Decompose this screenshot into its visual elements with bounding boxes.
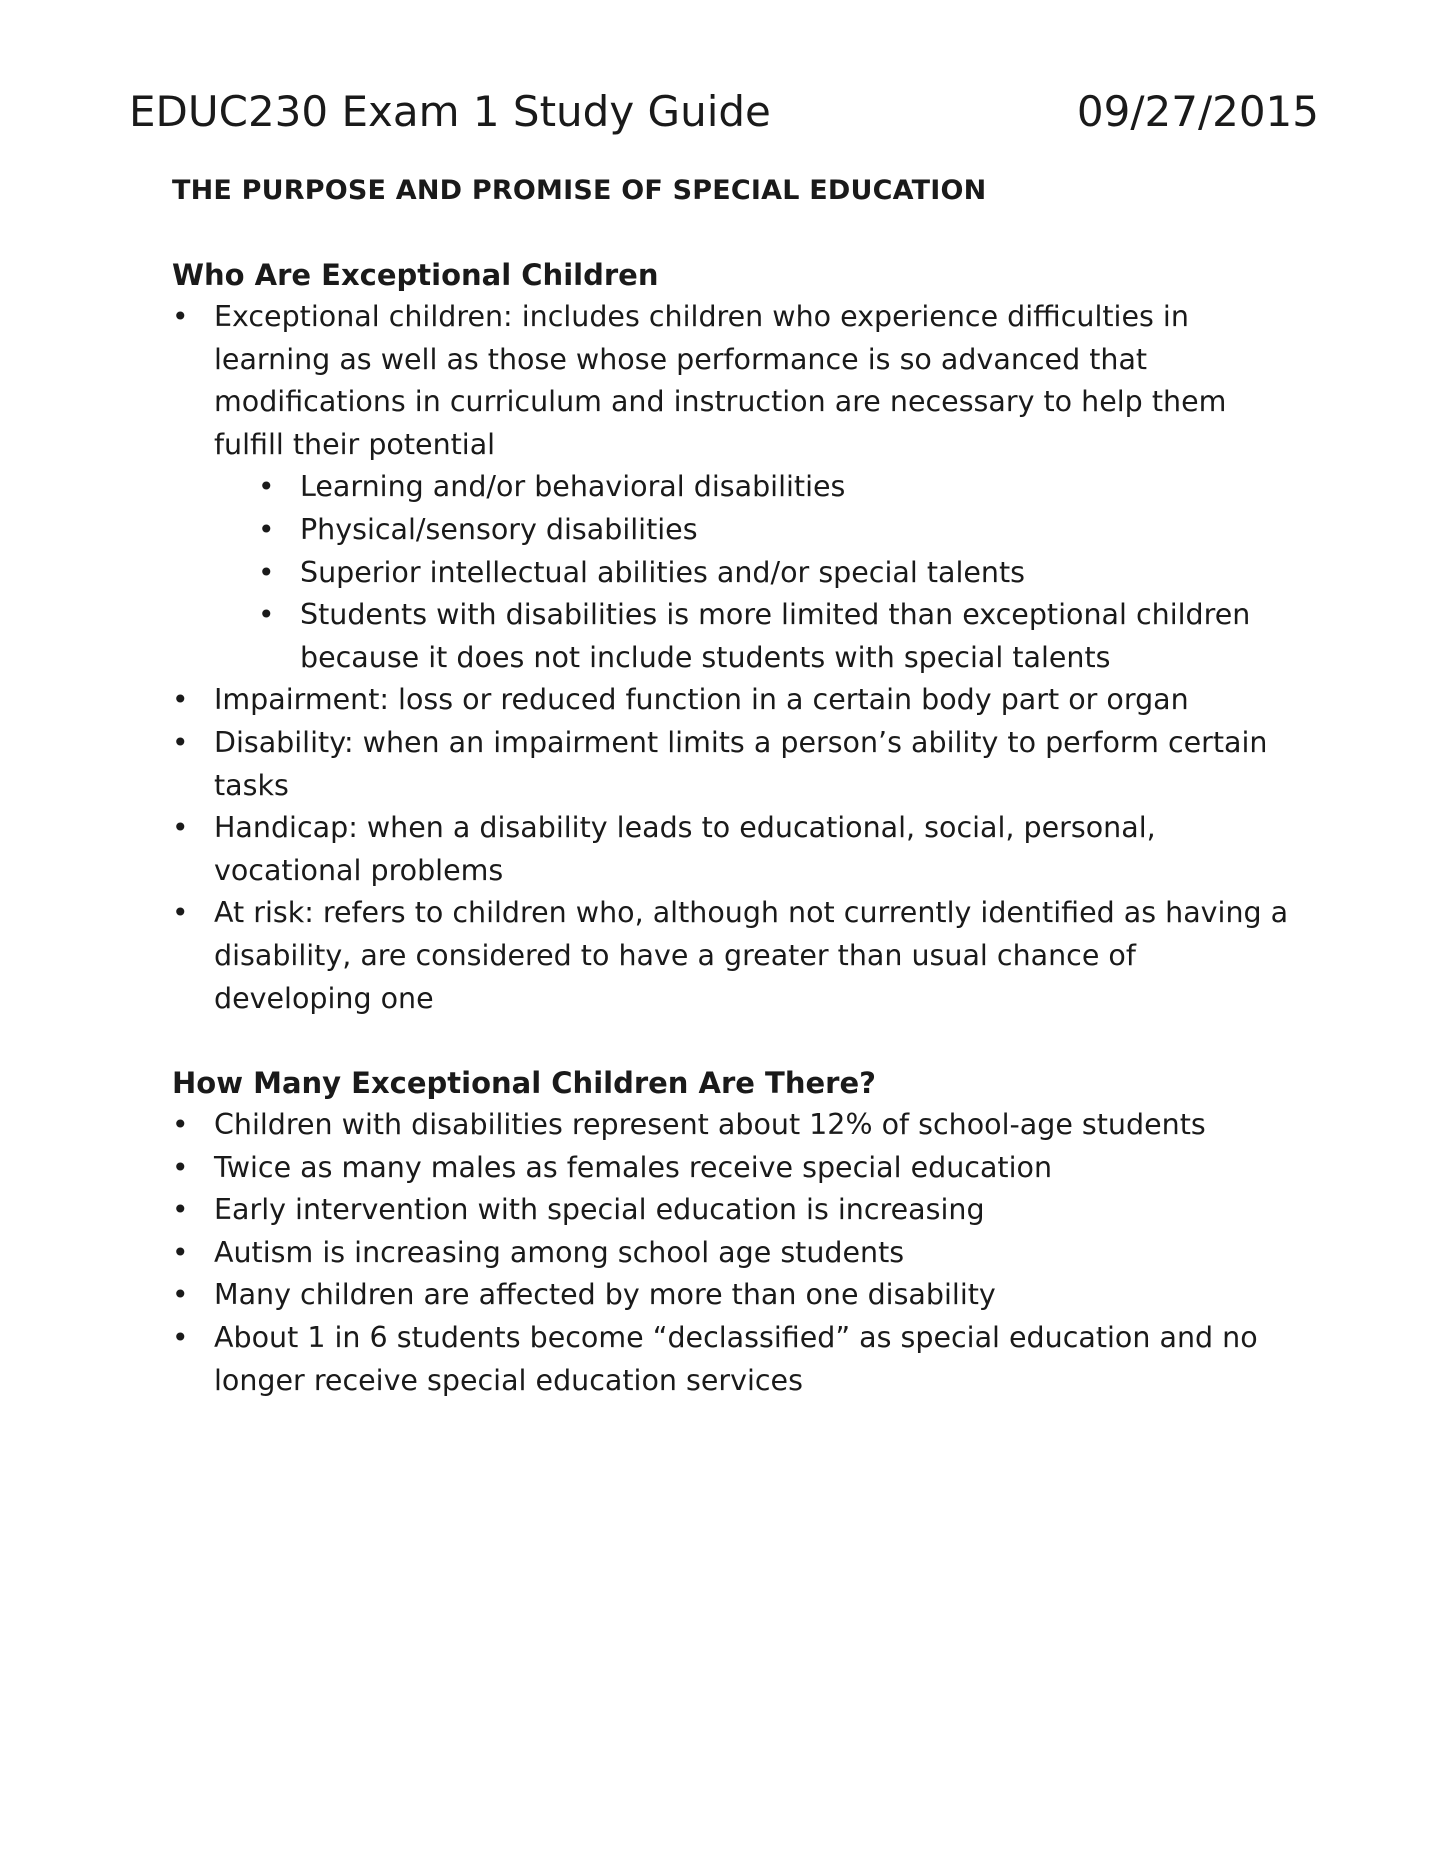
list-item: • Many children are affected by more than one disability: [172, 1274, 1292, 1317]
list-item-text: Exceptional children: includes children who experience difficulties in learning as well as those whose performance is so advanced that modifications in curriculum and instruction are necessary to help them fulfill their potential: [214, 300, 1227, 461]
exceptional-children-sublist: [258, 466, 1292, 679]
sublist-item: • Students with disabilities is more limited than exceptional children because it does not include students with special talents: [258, 594, 1292, 679]
document-title: EDUC230 Exam 1 Study Guide: [129, 87, 771, 136]
document-body: [172, 170, 1292, 1402]
list-item: • Twice as many males as females receive special education: [172, 1147, 1292, 1190]
how-many-bullet-list: [172, 1104, 1292, 1402]
list-item: • Early intervention with special education is increasing: [172, 1189, 1292, 1232]
sublist-item: • Physical/sensory disabilities: [258, 509, 1292, 552]
list-item: • Handicap: when a disability leads to educational, social, personal, vocational problems: [172, 807, 1292, 892]
who-bullet-list: [172, 296, 1292, 1020]
sublist-item: • Learning and/or behavioral disabilities: [258, 466, 1292, 509]
subheading-who-are-exceptional-children: Who Are Exceptional Children: [172, 258, 659, 292]
list-item: • Impairment: loss or reduced function in a certain body part or organ: [172, 679, 1292, 722]
document-header: [129, 86, 1319, 138]
list-item: • Disability: when an impairment limits a person’s ability to perform certain tasks: [172, 722, 1292, 807]
sublist-item: • Superior intellectual abilities and/or special talents: [258, 552, 1292, 595]
subheading-how-many: How Many Exceptional Children Are There?: [172, 1066, 876, 1101]
document-date: 09/27/2015: [1076, 87, 1319, 136]
list-item: • About 1 in 6 students become “declassified” as special education and no longer receive special education services: [172, 1317, 1292, 1402]
list-item: • Children with disabilities represent about 12% of school-age students: [172, 1104, 1292, 1147]
list-item: • At risk: refers to children who, although not currently identified as having a disability, are considered to have a greater than usual chance of developing one: [172, 892, 1292, 1020]
list-item: • Autism is increasing among school age students: [172, 1232, 1292, 1275]
section-title: THE PURPOSE AND PROMISE OF SPECIAL EDUCATION: [172, 175, 987, 206]
list-item: [172, 296, 1292, 679]
